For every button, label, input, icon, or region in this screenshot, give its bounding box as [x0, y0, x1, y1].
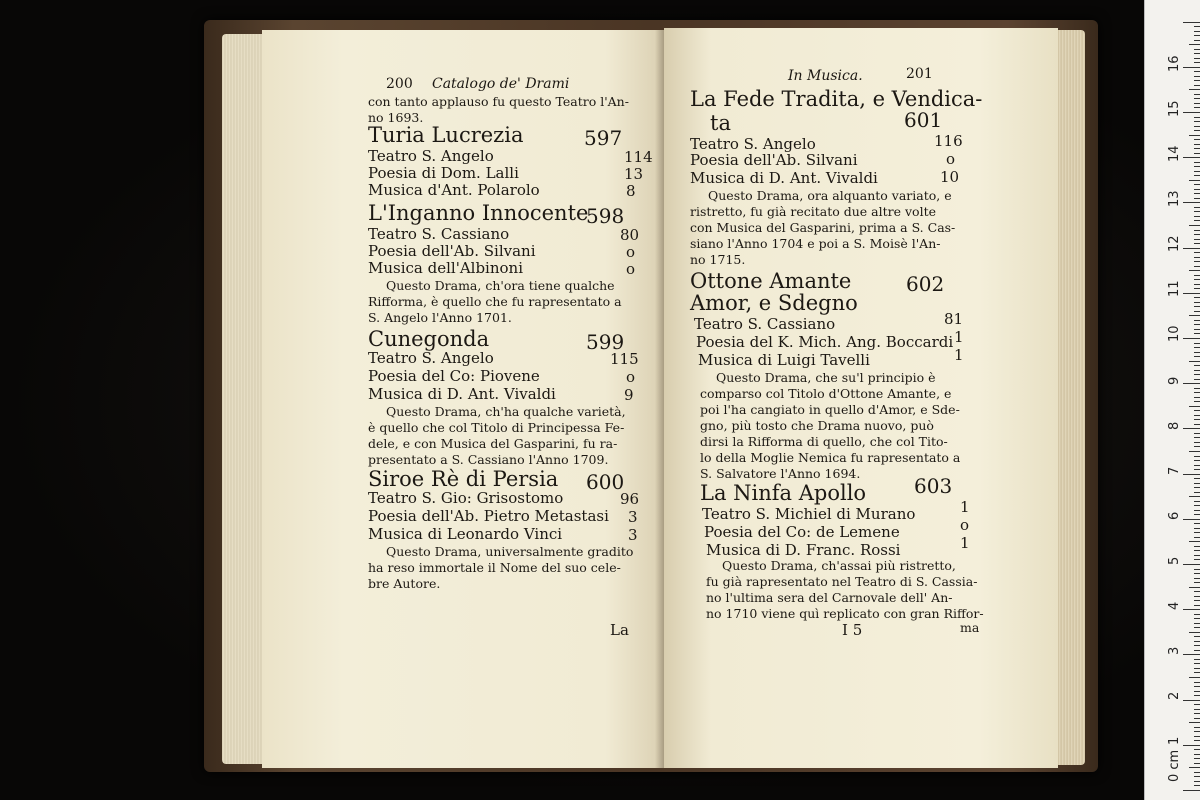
- count: 1: [954, 346, 964, 364]
- ruler-tick: [1183, 519, 1200, 520]
- note-line: no 1715.: [690, 252, 746, 267]
- poetry-line: Poesia dell'Ab. Silvani: [368, 242, 536, 260]
- drama-title: Siroe Rè di Persia: [368, 467, 559, 491]
- ruler-tick: [1189, 89, 1200, 90]
- count: o: [626, 243, 636, 261]
- ruler-tick: [1194, 492, 1200, 493]
- ruler-tick: [1194, 781, 1200, 782]
- measurement-ruler: [1144, 0, 1200, 800]
- ruler-label: 14: [1167, 145, 1182, 162]
- ruler-tick: [1194, 528, 1200, 529]
- ruler-tick: [1194, 252, 1200, 253]
- note-line: no 1710 viene quì replicato con gran Riffor-: [706, 606, 984, 621]
- ruler-tick: [1194, 740, 1200, 741]
- ruler-tick: [1194, 40, 1200, 41]
- note-line: Questo Drama, ch'ha qualche varietà,: [386, 404, 626, 419]
- music-line: Musica dell'Albinoni: [368, 259, 524, 277]
- left-page-number: 200: [386, 76, 413, 92]
- catalog-number: 597: [584, 126, 623, 150]
- right-running-title: In Musica.: [788, 68, 863, 84]
- ruler-label: 13: [1167, 190, 1182, 207]
- ruler-tick: [1194, 758, 1200, 759]
- music-line: Musica di D. Franc. Rossi: [706, 541, 901, 559]
- ruler-tick: [1194, 302, 1200, 303]
- note-line: no l'ultima sera del Carnovale dell' An-: [706, 590, 953, 605]
- ruler-tick: [1194, 682, 1200, 683]
- note-line: fu già rapresentato nel Teatro di S. Cassia-: [706, 574, 978, 589]
- ruler-tick: [1189, 225, 1200, 226]
- ruler-tick: [1183, 790, 1200, 791]
- ruler-tick: [1194, 76, 1200, 77]
- note-line: ristretto, fu già recitato due altre volte: [690, 204, 936, 219]
- count: 1: [960, 498, 970, 516]
- ruler-tick: [1194, 103, 1200, 104]
- ruler-tick: [1194, 505, 1200, 506]
- ruler-tick: [1194, 424, 1200, 425]
- catchword: La: [610, 621, 629, 639]
- ruler-tick: [1194, 94, 1200, 95]
- note-line: è quello che col Titolo di Principessa Fe-: [368, 420, 625, 435]
- count: o: [960, 516, 970, 534]
- ruler-tick: [1194, 754, 1200, 755]
- ruler-tick: [1194, 763, 1200, 764]
- ruler-tick: [1194, 284, 1200, 285]
- ruler-tick: [1183, 654, 1200, 655]
- poetry-line: Poesia del K. Mich. Ang. Boccardi: [696, 333, 954, 351]
- ruler-tick: [1189, 677, 1200, 678]
- ruler-label: 1: [1167, 736, 1182, 745]
- ruler-tick: [1194, 139, 1200, 140]
- right-page: [664, 28, 1058, 768]
- ruler-tick: [1194, 578, 1200, 579]
- ruler-tick: [1194, 388, 1200, 389]
- ruler-tick: [1194, 343, 1200, 344]
- ruler-tick: [1189, 496, 1200, 497]
- ruler-tick: [1194, 523, 1200, 524]
- theatre-line: Teatro S. Angelo: [368, 147, 494, 165]
- theatre-line: Teatro S. Angelo: [368, 349, 494, 367]
- ruler-tick: [1183, 700, 1200, 701]
- ruler-tick: [1194, 153, 1200, 154]
- ruler-tick: [1194, 320, 1200, 321]
- poetry-line: Poesia dell'Ab. Silvani: [690, 151, 858, 169]
- ruler-tick: [1194, 749, 1200, 750]
- ruler-label: 12: [1167, 235, 1182, 252]
- ruler-tick: [1194, 392, 1200, 393]
- ruler-tick: [1194, 550, 1200, 551]
- ruler-label: 11: [1167, 280, 1182, 297]
- ruler-tick: [1194, 650, 1200, 651]
- ruler-tick: [1194, 636, 1200, 637]
- ruler-tick: [1194, 324, 1200, 325]
- drama-title: L'Inganno Innocente: [368, 201, 589, 225]
- count: o: [626, 260, 636, 278]
- note-line: siano l'Anno 1704 e poi a S. Moisè l'An-: [690, 236, 941, 251]
- ruler-tick: [1194, 26, 1200, 27]
- ruler-tick: [1189, 541, 1200, 542]
- count: 81: [944, 310, 964, 328]
- ruler-tick: [1194, 605, 1200, 606]
- note-line: con Musica del Gasparini, prima a S. Cas-: [690, 220, 956, 235]
- ruler-tick: [1194, 691, 1200, 692]
- ruler-tick: [1194, 130, 1200, 131]
- ruler-tick: [1194, 469, 1200, 470]
- ruler-tick: [1194, 532, 1200, 533]
- ruler-tick: [1194, 356, 1200, 357]
- ruler-tick: [1194, 514, 1200, 515]
- count: 10: [940, 168, 960, 186]
- ruler-tick: [1189, 361, 1200, 362]
- drama-title: Cunegonda: [368, 327, 490, 351]
- ruler-tick: [1194, 623, 1200, 624]
- ruler-tick: [1194, 288, 1200, 289]
- ruler-tick: [1194, 718, 1200, 719]
- ruler-label: 9: [1167, 376, 1182, 385]
- ruler-tick: [1194, 456, 1200, 457]
- ruler-tick: [1189, 44, 1200, 45]
- ruler-tick: [1194, 53, 1200, 54]
- ruler-tick: [1194, 772, 1200, 773]
- drama-subtitle: Amor, e Sdegno: [690, 291, 858, 315]
- poetry-line: Poesia del Co: Piovene: [368, 367, 540, 385]
- count: 114: [624, 148, 653, 166]
- music-line: Musica di Luigi Tavelli: [698, 351, 870, 369]
- ruler-label: 2: [1167, 691, 1182, 700]
- ruler-tick: [1194, 776, 1200, 777]
- note-line: Questo Drama, ch'assai più ristretto,: [722, 558, 956, 573]
- ruler-tick: [1194, 370, 1200, 371]
- ruler-tick: [1194, 243, 1200, 244]
- ruler-tick: [1189, 270, 1200, 271]
- ruler-tick: [1183, 248, 1200, 249]
- signature-mark: I 5: [842, 621, 863, 639]
- ruler-label: 6: [1167, 511, 1182, 520]
- ruler-tick: [1194, 166, 1200, 167]
- ruler-tick: [1194, 297, 1200, 298]
- count: 96: [620, 490, 640, 508]
- note-line: Questo Drama, ora alquanto variato, e: [708, 188, 952, 203]
- ruler-tick: [1194, 220, 1200, 221]
- ruler-tick: [1194, 401, 1200, 402]
- ruler-tick: [1194, 347, 1200, 348]
- ruler-tick: [1183, 157, 1200, 158]
- ruler-tick: [1194, 98, 1200, 99]
- ruler-tick: [1194, 672, 1200, 673]
- ruler-tick: [1194, 352, 1200, 353]
- ruler-tick: [1194, 460, 1200, 461]
- ruler-label: 10: [1167, 325, 1182, 342]
- ruler-tick: [1194, 627, 1200, 628]
- ruler-tick: [1189, 180, 1200, 181]
- ruler-tick: [1194, 333, 1200, 334]
- note-line: bre Autore.: [368, 576, 441, 591]
- ruler-tick: [1194, 126, 1200, 127]
- count: 1: [954, 328, 964, 346]
- catalog-number: 599: [586, 330, 625, 354]
- count: o: [626, 368, 636, 386]
- ruler-tick: [1194, 645, 1200, 646]
- ruler-tick: [1194, 600, 1200, 601]
- note-line: Questo Drama, che su'l principio è: [716, 370, 936, 385]
- ruler-tick: [1194, 709, 1200, 710]
- ruler-tick: [1183, 609, 1200, 610]
- ruler-tick: [1194, 433, 1200, 434]
- ruler-tick: [1194, 261, 1200, 262]
- ruler-tick: [1194, 379, 1200, 380]
- ruler-tick: [1194, 437, 1200, 438]
- ruler-tick: [1194, 559, 1200, 560]
- ruler-tick: [1183, 338, 1200, 339]
- ruler-tick: [1194, 107, 1200, 108]
- ruler-tick: [1194, 573, 1200, 574]
- left-page: [262, 30, 666, 768]
- ruler-tick: [1194, 415, 1200, 416]
- note-line: dirsi la Rifforma di quello, che col Tito-: [700, 434, 948, 449]
- ruler-tick: [1189, 722, 1200, 723]
- count: 115: [610, 350, 639, 368]
- ruler-tick: [1194, 419, 1200, 420]
- ruler-tick: [1183, 67, 1200, 68]
- ruler-tick: [1194, 144, 1200, 145]
- ruler-tick: [1194, 80, 1200, 81]
- ruler-tick: [1194, 171, 1200, 172]
- ruler-tick: [1183, 293, 1200, 294]
- ruler-tick: [1183, 202, 1200, 203]
- ruler-tick: [1183, 745, 1200, 746]
- ruler-tick: [1194, 397, 1200, 398]
- text-line: no 1693.: [368, 110, 424, 125]
- theatre-line: Teatro S. Cassiano: [368, 225, 510, 243]
- ruler-label: 3: [1167, 646, 1182, 655]
- ruler-tick: [1194, 198, 1200, 199]
- ruler-tick: [1194, 35, 1200, 36]
- drama-title: Turia Lucrezia: [368, 123, 524, 147]
- poetry-line: Poesia del Co: de Lemene: [704, 523, 900, 541]
- count: 1: [960, 534, 970, 552]
- ruler-tick: [1194, 555, 1200, 556]
- catalog-number: 602: [906, 272, 945, 296]
- note-line: ha reso immortale il Nome del suo cele-: [368, 560, 621, 575]
- ruler-tick: [1189, 135, 1200, 136]
- ruler-tick: [1194, 211, 1200, 212]
- ruler-tick: [1194, 596, 1200, 597]
- poetry-line: Poesia dell'Ab. Pietro Metastasi: [368, 507, 609, 525]
- ruler-tick: [1194, 668, 1200, 669]
- page-edges-right: [1055, 30, 1085, 765]
- ruler-tick: [1194, 175, 1200, 176]
- ruler-tick: [1194, 184, 1200, 185]
- ruler-tick: [1194, 71, 1200, 72]
- note-line: presentato a S. Cassiano l'Anno 1709.: [368, 452, 609, 467]
- count: 3: [628, 508, 638, 526]
- ruler-tick: [1183, 564, 1200, 565]
- ruler-tick: [1194, 239, 1200, 240]
- drama-title: ta: [710, 111, 731, 135]
- ruler-label: 5: [1167, 556, 1182, 565]
- ruler-tick: [1194, 234, 1200, 235]
- ruler-tick: [1194, 410, 1200, 411]
- ruler-tick: [1194, 663, 1200, 664]
- ruler-tick: [1194, 442, 1200, 443]
- catalog-number: 598: [586, 204, 625, 228]
- ruler-tick: [1194, 374, 1200, 375]
- theatre-line: Teatro S. Michiel di Murano: [702, 505, 916, 523]
- ruler-tick: [1189, 767, 1200, 768]
- ruler-tick: [1194, 591, 1200, 592]
- poetry-line: Poesia di Dom. Lalli: [368, 164, 519, 182]
- ruler-tick: [1194, 695, 1200, 696]
- ruler-tick: [1194, 121, 1200, 122]
- ruler-tick: [1194, 704, 1200, 705]
- ruler-tick: [1194, 510, 1200, 511]
- drama-title: La Ninfa Apollo: [700, 481, 867, 505]
- ruler-tick: [1183, 428, 1200, 429]
- music-line: Musica di D. Ant. Vivaldi: [368, 385, 556, 403]
- ruler-tick: [1194, 329, 1200, 330]
- ruler-tick: [1194, 58, 1200, 59]
- ruler-tick: [1194, 487, 1200, 488]
- ruler-tick: [1194, 365, 1200, 366]
- note-line: Rifforma, è quello che fu rapresentato a: [368, 294, 622, 309]
- count: o: [946, 150, 956, 168]
- catalog-number: 601: [904, 108, 943, 132]
- ruler-tick: [1194, 618, 1200, 619]
- ruler-tick: [1194, 446, 1200, 447]
- ruler-label: 4: [1167, 601, 1182, 610]
- ruler-label: 8: [1167, 421, 1182, 430]
- ruler-tick: [1194, 207, 1200, 208]
- note-line: Questo Drama, universalmente gradito: [386, 544, 634, 559]
- note-line: comparso col Titolo d'Ottone Amante, e: [700, 386, 952, 401]
- ruler-tick: [1194, 117, 1200, 118]
- count: 80: [620, 226, 640, 244]
- catalog-number: 603: [914, 474, 953, 498]
- count: 13: [624, 165, 644, 183]
- music-line: Musica di D. Ant. Vivaldi: [690, 169, 878, 187]
- ruler-tick: [1194, 148, 1200, 149]
- ruler-tick: [1194, 31, 1200, 32]
- note-line: gno, più tosto che Drama nuovo, può: [700, 418, 934, 433]
- ruler-tick: [1194, 62, 1200, 63]
- ruler-tick: [1189, 451, 1200, 452]
- theatre-line: Teatro S. Angelo: [690, 135, 816, 153]
- ruler-label: 16: [1167, 55, 1182, 72]
- note-line: ma: [960, 620, 980, 635]
- music-line: Musica di Leonardo Vinci: [368, 525, 563, 543]
- note-line: S. Angelo l'Anno 1701.: [368, 310, 512, 325]
- note-line: Questo Drama, ch'ora tiene qualche: [386, 278, 615, 293]
- ruler-tick: [1194, 569, 1200, 570]
- ruler-tick: [1189, 406, 1200, 407]
- ruler-tick: [1194, 216, 1200, 217]
- ruler-tick: [1194, 275, 1200, 276]
- note-line: dele, e con Musica del Gasparini, fu ra-: [368, 436, 618, 451]
- ruler-tick: [1194, 686, 1200, 687]
- ruler-tick: [1194, 193, 1200, 194]
- ruler-tick: [1194, 546, 1200, 547]
- ruler-tick: [1194, 306, 1200, 307]
- ruler-tick: [1194, 483, 1200, 484]
- ruler-tick: [1194, 85, 1200, 86]
- ruler-label: 7: [1167, 466, 1182, 475]
- ruler-tick: [1189, 315, 1200, 316]
- ruler-tick: [1194, 162, 1200, 163]
- count: 8: [626, 182, 636, 200]
- count: 3: [628, 526, 638, 544]
- ruler-tick: [1183, 112, 1200, 113]
- ruler-tick: [1194, 189, 1200, 190]
- count: 9: [624, 386, 634, 404]
- ruler-tick: [1194, 311, 1200, 312]
- ruler-tick: [1194, 659, 1200, 660]
- ruler-tick: [1194, 279, 1200, 280]
- theatre-line: Teatro S. Gio: Grisostomo: [368, 489, 564, 507]
- right-page-number: 201: [906, 66, 933, 82]
- ruler-tick: [1194, 501, 1200, 502]
- note-line: S. Salvatore l'Anno 1694.: [700, 466, 861, 481]
- ruler-tick: [1194, 537, 1200, 538]
- ruler-label: 15: [1167, 100, 1182, 117]
- drama-title: Ottone Amante: [690, 269, 852, 293]
- note-line: poi l'ha cangiato in quello d'Amor, e Sde-: [700, 402, 960, 417]
- ruler-tick: [1194, 713, 1200, 714]
- ruler-tick: [1183, 474, 1200, 475]
- text-line: con tanto applauso fu questo Teatro l'An-: [368, 94, 629, 109]
- catalog-number: 600: [586, 470, 625, 494]
- count: 116: [934, 132, 963, 150]
- note-line: lo della Moglie Nemica fu rapresentato a: [700, 450, 961, 465]
- ruler-tick: [1194, 582, 1200, 583]
- ruler-unit-label: 0 cm: [1167, 749, 1182, 782]
- ruler-tick: [1194, 266, 1200, 267]
- left-running-title: Catalogo de' Drami: [432, 76, 570, 92]
- ruler-tick: [1189, 587, 1200, 588]
- ruler-tick: [1194, 478, 1200, 479]
- music-line: Musica d'Ant. Polarolo: [368, 181, 540, 199]
- theatre-line: Teatro S. Cassiano: [694, 315, 836, 333]
- ruler-tick: [1194, 614, 1200, 615]
- ruler-tick: [1194, 230, 1200, 231]
- ruler-tick: [1194, 736, 1200, 737]
- ruler-tick: [1194, 731, 1200, 732]
- ruler-tick: [1183, 383, 1200, 384]
- ruler-tick: [1194, 465, 1200, 466]
- ruler-tick: [1194, 641, 1200, 642]
- ruler-tick: [1194, 727, 1200, 728]
- drama-title: La Fede Tradita, e Vendica-: [690, 87, 983, 111]
- ruler-tick: [1194, 785, 1200, 786]
- ruler-tick: [1189, 632, 1200, 633]
- ruler-tick: [1194, 257, 1200, 258]
- ruler-tick: [1194, 49, 1200, 50]
- ruler-tick: [1183, 22, 1200, 23]
